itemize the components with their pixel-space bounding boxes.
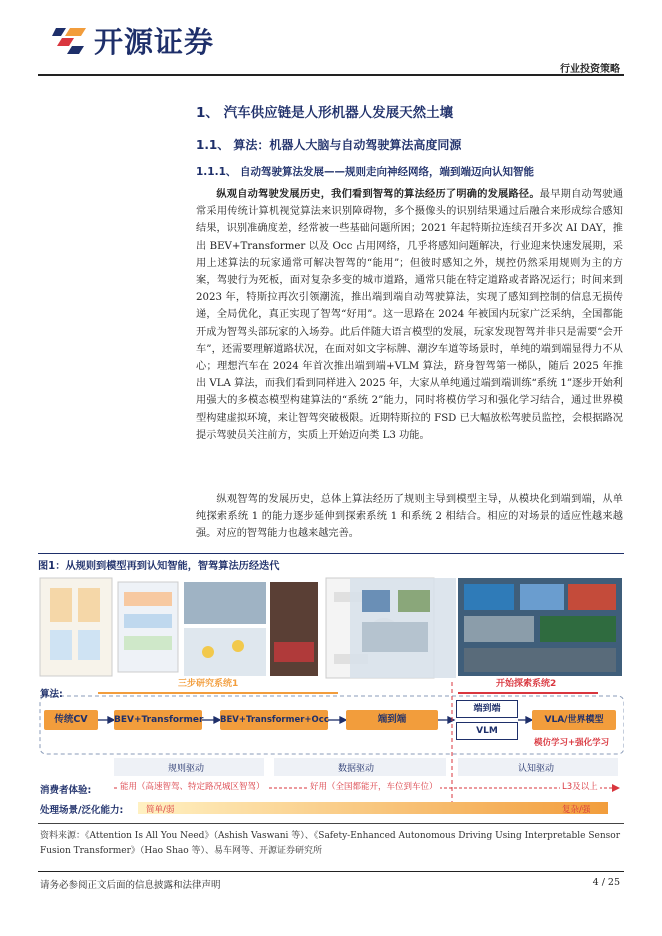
experience-usable: 能用（高速智驾、特定路况城区智驾）: [120, 782, 265, 792]
heading-3: 1.1.1、 自动驾驶算法发展——规则走向神经网络，端到端迈向认知智能: [196, 166, 535, 178]
experience-l3: L3及以上: [562, 782, 598, 792]
label-scene: 处理场景/泛化能力:: [40, 805, 124, 816]
heading-1: 1、 汽车供应链是人形机器人发展天然土壤: [196, 105, 454, 121]
imitation-label: 模仿学习+强化学习: [534, 738, 610, 748]
stage2-bracket: [458, 692, 598, 694]
footer-disclaimer: 请务必参阅正文后面的信息披露和法律声明: [40, 880, 221, 891]
drive-data-label: 数据驱动: [338, 764, 375, 774]
sensor-fusion-image: [118, 582, 178, 672]
footer-divider: [38, 871, 624, 872]
experience-good: 好用（全国都能开，车位到车位）: [310, 782, 438, 792]
vlm-scene-image: [350, 578, 456, 678]
paragraph-2: 纵观智驾的发展历史，总体上算法经历了规则主导到模型主导，从模块化到端到端，从单纯探索系统 1 的能力逐步延伸到探索系统 1 和系统 2 相结合。相应的对场景的适应性越来越强。对应的智驾能力也越来越完善。: [196, 494, 623, 540]
figure-source: 资料来源：《Attention Is All You Need》（Ashish Vaswani 等）、《Safety-Enhanced Autonomous Driving Using Interpretable Sensor Fusion Transformer》（Hao Shao 等）、易车网等、开源证券研究所: [40, 831, 620, 856]
source-divider: [38, 823, 624, 824]
logo-mark-icon: [52, 24, 88, 58]
paragraph-1-lead: 纵观自动驾驶发展历史，我们看到智驾的算法经历了明确的发展路径。: [216, 188, 540, 200]
box-traditional-cv: 传统CV: [44, 710, 98, 730]
stage2-banner: 开始探索系统2: [496, 679, 557, 689]
world-model-image: [458, 578, 622, 676]
box-vla-world-model: VLA/世界模型: [532, 710, 616, 730]
consumer-arrowhead: [612, 784, 620, 792]
scene-strong: 复杂/强: [562, 805, 591, 815]
drive-cog-label: 认知驱动: [518, 764, 555, 774]
label-algo: 算法:: [40, 689, 63, 700]
doc-type: 行业投资策略: [560, 64, 620, 75]
company-name: 开源证券: [94, 25, 215, 59]
box-end-to-end-2: 端到端: [456, 700, 518, 718]
occupancy-scene-image: [270, 582, 318, 676]
label-consumer: 消费者体验:: [40, 785, 92, 796]
box-bev-transformer-occ: BEV+Transformer+Occ: [220, 710, 328, 730]
figure-diagram: [38, 572, 624, 820]
scene-weak: 简单/弱: [146, 805, 175, 815]
scene-gradient-bar: [138, 802, 608, 814]
heading-2: 1.1、 算法：机器人大脑与自动驾驶算法高度同源: [196, 138, 462, 152]
transformer-architecture-image: [40, 578, 112, 676]
stage1-banner: 三步研究系统1: [178, 679, 239, 689]
drive-rule-label: 规则驱动: [168, 764, 205, 774]
paragraph-1: [196, 186, 623, 444]
paragraph-1-body: 最早期自动驾驶通常采用传统计算机视觉算法来识别障碍物，多个摄像头的识别结果通过后融合来形成综合感知结果，识别准确度差，经常被一些基础问题所困；2021 年起特斯拉连续召开多次 AI DAY，推出 BEV+Transformer 以及 Occ 占用网络，几乎将感知问题解决，行业迎来快速发展期，采用上述算法的玩家通常可解决智驾的“能用”；但彼时感知之外，规控仍然采用规则为主的方案，驾驶行为死板，面对复杂多变的城市道路，通常只能在特定道路或者路况运行；时间来到 2023 年，特斯拉再次引领潮流，推出端到端自动驾驶算法，实现了感知到控制的信息无损传递，全局优化，真正实现了智驾“好用”。这一思路在 2024 年被国内玩家广泛采纳，全国都能开成为智驾头部玩家的入场券。此后伴随大语言模型的发展，玩家发现智驾并非只是需要“会开车”，还需要理解道路状况，在面对如文字标牌、潮汐车道等场景时，单纯的端到端显得力不从心；理想汽车在 2024 年首次推出端到端+VLM 算法，跻身智驾第一梯队，随后 2025 年推出 VLA 算法，而我们看到同样进入 2025 年，大家从单纯通过端到端训练“系统 1”逐步开始利用强大的多模态模型构建算法的“系统 2”能力，同时将模仿学习和强化学习结合，通过世界模型构建虚拟环境，来让智驾突破极限。近期特斯拉的 FSD 已大幅放松驾驶员监控，会根据路况提示驾驶员关注前方，实质上开始迈向类 L3 功能。: [196, 189, 624, 441]
stage1-bracket: [98, 692, 338, 694]
page-number: 4 / 25: [592, 877, 620, 888]
box-vlm: VLM: [456, 722, 518, 740]
box-bev-transformer: BEV+Transformer: [114, 710, 202, 730]
bev-camera-image: [184, 582, 266, 676]
company-logo: [52, 20, 214, 61]
header-divider: [38, 74, 624, 76]
figure-title: 图1：从规则到模型再到认知智能，智驾算法历经迭代: [38, 553, 624, 572]
box-end-to-end: 端到端: [346, 710, 438, 730]
